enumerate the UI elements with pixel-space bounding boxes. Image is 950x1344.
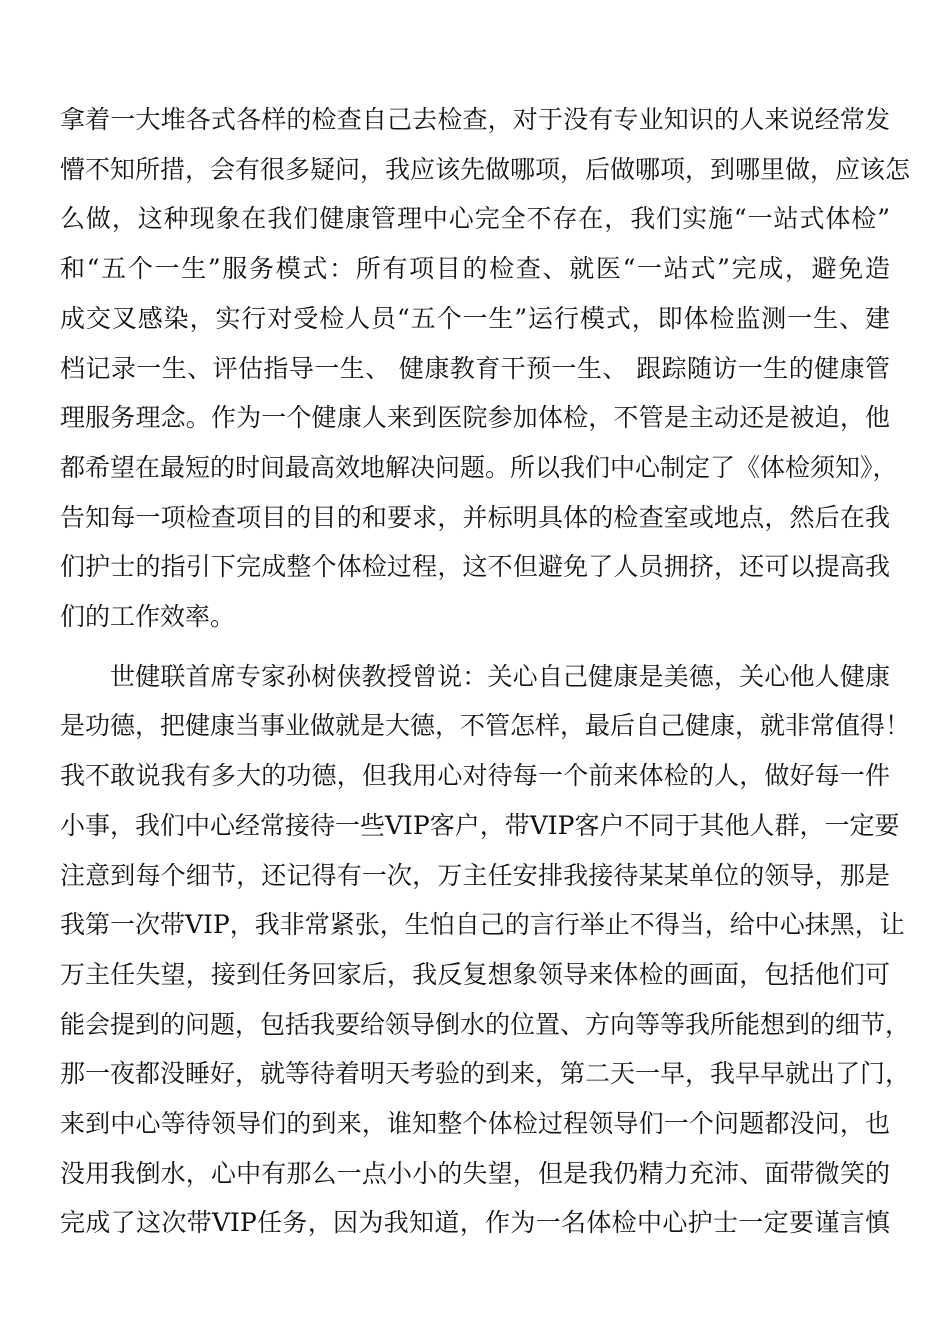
text-line: 小事，我们中心经常接待一些VIP客户，带VIP客户不同于其他人群，一定要: [60, 810, 900, 840]
text-line: 和“五个一生”服务模式：所有项目的检查、就医“一站式”完成，避免造: [60, 254, 890, 284]
text-line: 那一夜都没睡好，就等待着明天考验的到来，第二天一早，我早早就出了门，: [60, 1059, 911, 1089]
text-line: 我不敢说我有多大的功德，但我用心对待每一个前来体检的人，做好每一件: [60, 761, 890, 791]
text-line: 来到中心等待领导们的到来，谁知整个体检过程领导们一个问题都没问，也: [60, 1109, 890, 1138]
text-line: 我第一次带VIP，我非常紧张，生怕自己的言行举止不得当，给中心抹黑，让: [60, 910, 905, 940]
text-line: 成交叉感染，实行对受检人员“五个一生”运行模式，即体检监测一生、建: [60, 303, 890, 333]
text-line: 们护士的指引下完成整个体检过程，这不但避免了人员拥挤，还可以提高我: [60, 552, 890, 582]
text-line: 们的工作效率。: [60, 602, 236, 631]
text-line: 万主任失望，接到任务回家后，我反复想象领导来体检的画面，包括他们可: [60, 959, 890, 989]
text-line: 注意到每个细节，还记得有一次，万主任安排我接待某某单位的领导，那是: [60, 860, 890, 890]
text-line: 没用我倒水，心中有那么一点小小的失望，但是我仍精力充沛、面带微笑的: [60, 1158, 890, 1188]
text-line: 能会提到的问题，包括我要给领导倒水的位置、方向等等我所能想到的细节，: [60, 1009, 911, 1039]
text-line: 完成了这次带VIP任务，因为我知道，作为一名体检中心护士一定要谨言慎: [60, 1208, 890, 1238]
text-line: 么做，这种现象在我们健康管理中心完全不存在，我们实施“一站式体检”: [60, 204, 890, 234]
text-line: 是功德，把健康当事业做就是大德，不管怎样，最后自己健康，就非常值得！: [60, 711, 911, 741]
text-line: 懵不知所措，会有很多疑问，我应该先做哪项，后做哪项，到哪里做，应该怎: [60, 154, 911, 184]
text-line: 理服务理念。作为一个健康人来到医院参加体检，不管是主动还是被迫，他: [60, 403, 890, 433]
text-line: 拿着一大堆各式各样的检查自己去检查，对于没有专业知识的人来说经常发: [60, 105, 890, 134]
text-line: 世健联首席专家孙树侠教授曾说：关心自己健康是美德，关心他人健康: [110, 661, 890, 691]
text-line: 告知每一项检查项目的目的和要求，并标明具体的检查室或地点，然后在我: [60, 502, 890, 532]
text-line: 都希望在最短的时间最高效地解决问题。所以我们中心制定了《体检须知》，: [60, 452, 898, 482]
text-line: 档记录一生、评估指导一生、 健康教育干预一生、 跟踪随访一生的健康管: [60, 353, 890, 383]
